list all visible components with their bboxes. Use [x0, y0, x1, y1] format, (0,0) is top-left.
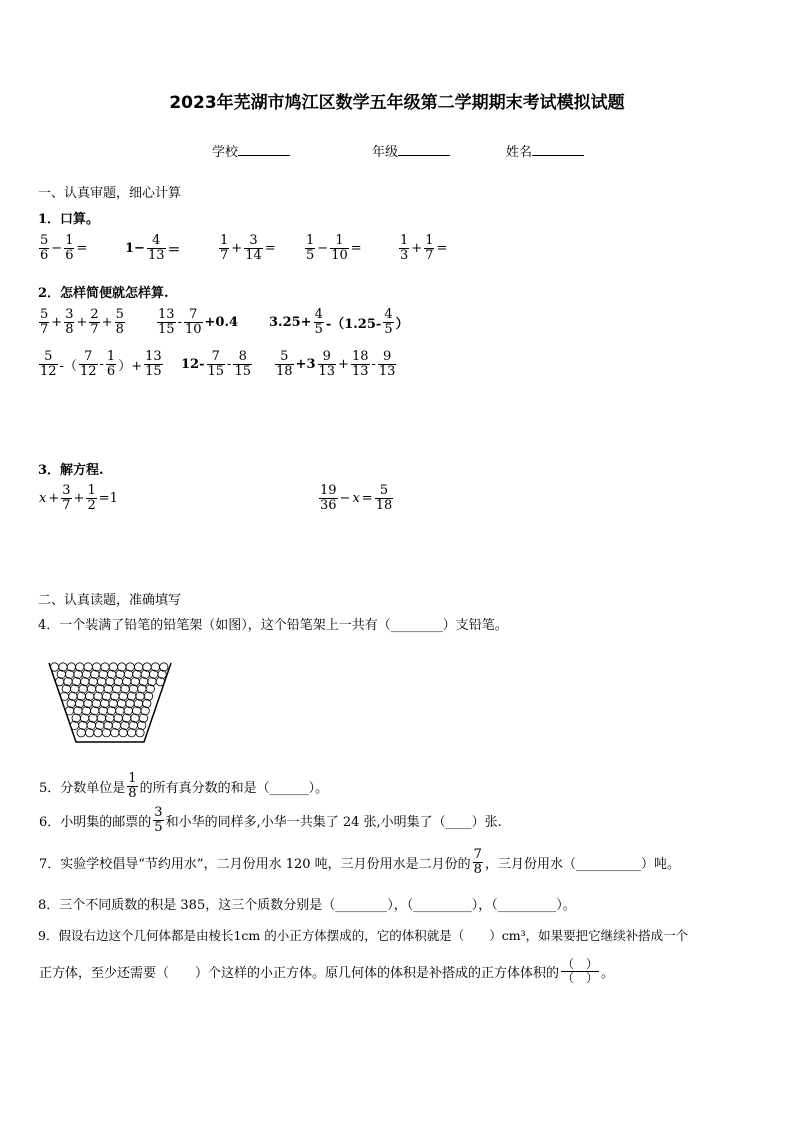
- q2-expr-4: [38, 350, 164, 380]
- q1-item-5: [398, 234, 448, 264]
- fraction-numerator: 1: [65, 233, 74, 248]
- fraction-denominator: 36: [320, 498, 337, 514]
- operator: -（: [59, 359, 77, 375]
- fraction-denominator: （ ）: [562, 971, 599, 986]
- fraction-denominator: 7: [220, 248, 229, 264]
- fraction-denominator: 15: [207, 364, 225, 380]
- fraction-numerator: 13: [145, 349, 162, 364]
- fraction-numerator: 7: [473, 847, 482, 862]
- operator: -: [371, 357, 376, 373]
- fraction-denominator: 12: [40, 364, 57, 380]
- fraction-denominator: 7: [90, 322, 99, 338]
- question-text: 5．分数单位是: [39, 781, 126, 797]
- fraction-denominator: 7: [62, 498, 71, 514]
- question-text: ，三月份用水（__________）吨。: [484, 857, 680, 873]
- fraction-numerator: 7: [79, 350, 98, 365]
- equals-sign: =: [361, 491, 373, 507]
- pencil-end: [136, 729, 144, 737]
- fraction-denominator: 15: [234, 364, 251, 380]
- fraction-denominator: 6: [106, 364, 116, 380]
- fraction-numerator: 3: [154, 805, 163, 820]
- fraction-numerator: 1: [128, 771, 137, 786]
- question-text: 7．实验学校倡导“节约用水”，二月份用水 120 吨，三月份用水是二月份的: [39, 857, 471, 873]
- q2-expr-1: [38, 308, 126, 338]
- q2-expr-6: [274, 350, 397, 380]
- school-field: [212, 141, 290, 160]
- fraction-numerator: 3: [65, 307, 74, 322]
- fraction-numerator: 1: [220, 233, 229, 248]
- operator: +: [51, 315, 63, 331]
- fraction-numerator: 1: [87, 483, 96, 498]
- trailing-term: +0.4: [204, 315, 239, 331]
- operator: -: [227, 357, 232, 373]
- fraction-denominator: 13: [147, 248, 165, 264]
- fraction-denominator: 5: [384, 322, 393, 338]
- fraction-numerator: 4: [314, 307, 323, 322]
- equals-sign: =: [350, 241, 362, 257]
- fraction-denominator: 15: [158, 322, 175, 338]
- fraction-denominator: 10: [184, 322, 202, 338]
- operator: −: [317, 241, 329, 257]
- fraction-denominator: 5: [306, 248, 315, 264]
- leading-term: 12-: [181, 357, 205, 373]
- pencil-circles: [50, 663, 168, 737]
- pencil-end: [111, 729, 119, 737]
- q1-item-1: [38, 234, 88, 264]
- q9-line-2: [38, 958, 615, 985]
- fraction-numerator: 5: [115, 307, 124, 322]
- q1-item-2: [124, 234, 182, 264]
- question-text: 6．小明集的邮票的: [39, 815, 152, 831]
- question-text: 的所有真分数的和是（______）。: [139, 781, 329, 797]
- fraction-denominator: 8: [65, 322, 74, 338]
- fraction-denominator: 14: [245, 248, 262, 264]
- q2-expr-2: [156, 308, 239, 338]
- fraction-denominator: 6: [40, 248, 49, 264]
- q2-expr-5: [180, 350, 253, 380]
- grade-field: [372, 141, 450, 160]
- pencil-end: [102, 729, 110, 737]
- fraction-numerator: 9: [378, 350, 397, 365]
- variable-x: x: [39, 491, 47, 507]
- pencil-end: [85, 729, 93, 737]
- equals-sign: =: [436, 241, 448, 257]
- fraction-denominator: 12: [79, 364, 97, 380]
- q2-label: 2．怎样简便就怎样算.: [38, 286, 169, 301]
- operator: -: [99, 357, 104, 373]
- q1-item-3: [218, 234, 277, 264]
- question-text: 正方体，至少还需要（ ）个这样的小正方体。原几何体的体积是补搭成的正方体体积的: [39, 966, 560, 982]
- fraction-numerator: 5: [275, 350, 294, 365]
- equals-sign: ＝: [167, 243, 181, 259]
- section2-heading: 二、认真读题，准确填写: [38, 593, 182, 608]
- operator: +3: [295, 357, 316, 373]
- fraction-numerator: 2: [90, 307, 99, 322]
- fraction-denominator: 18: [375, 498, 393, 514]
- fraction-denominator: 7: [40, 322, 49, 338]
- fraction-numerator: 5: [375, 484, 394, 499]
- operator: +: [48, 491, 60, 507]
- fraction-numerator: 1: [425, 233, 434, 248]
- operator: +: [101, 315, 113, 331]
- fraction-numerator: 8: [233, 350, 252, 365]
- fraction-numerator: （ ）: [562, 957, 599, 971]
- leading-term: 3.25+: [269, 315, 312, 331]
- fraction-numerator: 1: [330, 234, 349, 249]
- q3-equation-1: [38, 484, 119, 514]
- operator: −: [339, 491, 351, 507]
- operator: -: [177, 315, 182, 331]
- fraction-numerator: 3: [244, 234, 263, 249]
- operator: +: [76, 315, 88, 331]
- equals-sign: =: [76, 241, 88, 257]
- q8-text: 8．三个不同质数的积是 385，这三个质数分别是（________），（_________），（_________）。: [38, 898, 576, 913]
- school-label: 学校: [212, 145, 239, 160]
- fraction-denominator: 5: [314, 322, 323, 338]
- equals-sign: =: [264, 241, 276, 257]
- operator: +: [231, 241, 243, 257]
- fraction-numerator: 7: [184, 308, 203, 323]
- fraction-denominator: 13: [378, 364, 396, 380]
- q2-expr-3: [268, 308, 410, 338]
- fraction-numerator: 19: [320, 483, 337, 498]
- q3-label: 3．解方程.: [38, 463, 104, 478]
- right-hand-side: =1: [98, 491, 118, 507]
- q7-text: [38, 848, 681, 878]
- grade-label: 年级: [372, 145, 399, 160]
- name-blank[interactable]: [532, 143, 584, 156]
- fraction-numerator: 5: [40, 233, 49, 248]
- fraction-numerator: 18: [351, 349, 369, 364]
- name-label: 姓名: [506, 145, 533, 160]
- operator: +: [411, 241, 423, 257]
- fraction-numerator: 4: [384, 307, 393, 322]
- pencil-holder-figure: [46, 660, 174, 744]
- grade-blank[interactable]: [398, 143, 450, 156]
- fraction-numerator: 1: [106, 349, 116, 364]
- pencil-end: [119, 729, 127, 737]
- pencil-end: [127, 729, 135, 737]
- closing-paren: ）: [395, 317, 409, 333]
- q1-label: 1．口算。: [38, 212, 100, 227]
- fraction-numerator: 5: [39, 350, 58, 365]
- fraction-denominator: 8: [128, 786, 137, 802]
- fraction-numerator: 1: [306, 233, 315, 248]
- school-blank[interactable]: [238, 143, 290, 156]
- leading-term: 1−: [125, 241, 145, 257]
- operator: -（1.25-: [325, 317, 382, 333]
- fraction-denominator: 15: [145, 364, 162, 380]
- section1-heading: 一、认真审题，细心计算: [38, 186, 182, 201]
- fraction-denominator: 8: [473, 862, 482, 878]
- fraction-denominator: 3: [400, 248, 409, 264]
- fraction-denominator: 2: [87, 498, 96, 514]
- fraction-denominator: 13: [318, 364, 336, 380]
- fraction-denominator: 8: [115, 322, 124, 338]
- fraction-denominator: 13: [351, 364, 369, 380]
- fraction-numerator: 9: [318, 350, 337, 365]
- fraction-numerator: 1: [400, 233, 409, 248]
- q3-equation-2: [318, 484, 394, 514]
- fraction-denominator: 6: [65, 248, 74, 264]
- fraction-numerator: 4: [147, 234, 166, 249]
- operator: ）+: [118, 359, 143, 375]
- period: 。: [601, 966, 615, 982]
- operator: +: [338, 357, 349, 373]
- variable-x: x: [352, 491, 360, 507]
- q4-text: 4．一个装满了铅笔的铅笔架（如图），这个铅笔架上一共有（________）支铅笔。: [38, 618, 508, 633]
- page-title: 2023年芜湖市鸠江区数学五年级第二学期期末考试模拟试题: [169, 93, 625, 113]
- fraction-denominator: 10: [331, 248, 348, 264]
- operator: +: [73, 491, 85, 507]
- q6-text: [38, 806, 503, 836]
- fraction-numerator: 13: [158, 307, 175, 322]
- q5-text: [38, 772, 329, 802]
- fraction-denominator: 7: [425, 248, 434, 264]
- operator: −: [51, 241, 63, 257]
- fraction-denominator: 18: [276, 364, 293, 380]
- q9-line-1: 9．假设右边这个几何体都是由棱长1cm 的小正方体摆成的，它的体积就是（ ）cm³，如果要把它继续补搭成一个: [38, 928, 689, 943]
- fraction-numerator: 5: [40, 307, 49, 322]
- pencil-end: [77, 729, 85, 737]
- name-field: [506, 141, 584, 160]
- q1-item-4: [304, 234, 363, 264]
- fraction-numerator: 3: [62, 483, 71, 498]
- fraction-denominator: 5: [154, 820, 163, 836]
- pencil-end: [94, 729, 102, 737]
- question-text: 和小华的同样多,小华一共集了 24 张,小明集了（____）张.: [165, 815, 502, 831]
- fraction-numerator: 7: [207, 350, 226, 365]
